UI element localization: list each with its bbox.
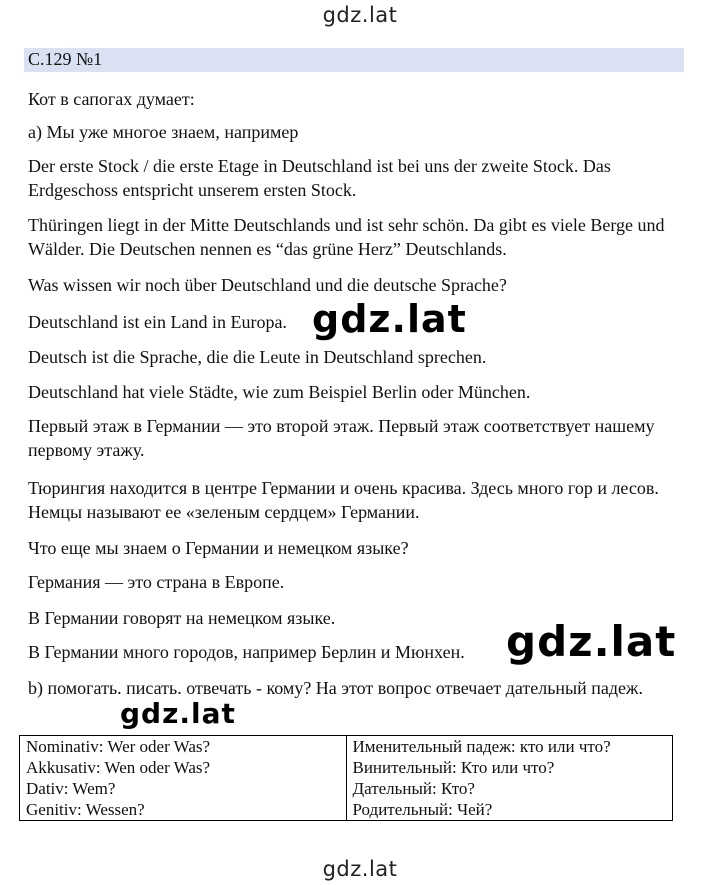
paragraph-ru-goroda: В Германии много городов, например Берлин и Мюнхен. xyxy=(28,642,465,662)
table-row xyxy=(20,778,673,799)
paragraph-de-stock: Der erste Stock / die erste Etage in Deutschland ist bei uns der zweite Stock. Das Erdgeschoss entspricht unserem ersten Stock. xyxy=(28,156,611,200)
paragraph-a-lead: а) Мы уже многое знаем, например xyxy=(28,122,299,142)
table-cell-german: Genitiv: Wessen? xyxy=(20,799,347,821)
table-cell-german: Dativ: Wem? xyxy=(20,778,347,799)
paragraph-ru-etazh: Первый этаж в Германии — это второй этаж. Первый этаж соответствует нашему первому этажу. xyxy=(28,416,655,460)
paragraph-de-sprache: Deutsch ist die Sprache, die die Leute in Deutschland sprechen. xyxy=(28,347,487,367)
paragraph-ru-question: Что еще мы знаем о Германии и немецком языке? xyxy=(28,538,409,558)
table-cell-russian: Родительный: Чей? xyxy=(346,799,673,821)
watermark-overlay-3: gdz.lat xyxy=(120,697,236,730)
watermark-overlay-2: gdz.lat xyxy=(500,621,682,663)
table-cell-russian: Дательный: Кто? xyxy=(346,778,673,799)
paragraph-de-thueringen: Thüringen liegt in der Mitte Deutschlands und ist sehr schön. Da gibt es viele Berge und Wälder. Die Deutschen nennen es “das grüne Herz” Deutschlands. xyxy=(28,215,665,259)
table-cell-german: Akkusativ: Wen oder Was? xyxy=(20,757,347,778)
table-row xyxy=(20,799,673,821)
paragraph-b-dativ: b) помогать. писать. отвечать - кому? На этот вопрос отвечает дательный падеж. xyxy=(28,678,643,698)
cases-table xyxy=(19,735,673,821)
watermark-overlay-1: gdz.lat xyxy=(312,297,467,341)
paragraph-de-staedte: Deutschland hat viele Städte, wie zum Beispiel Berlin oder München. xyxy=(28,382,531,402)
paragraph-ru-yazyk: В Германии говорят на немецком языке. xyxy=(28,608,336,628)
paragraph-intro: Кот в сапогах думает: xyxy=(28,89,195,109)
paragraph-ru-evropa: Германия — это страна в Европе. xyxy=(28,572,285,592)
table-row xyxy=(20,736,673,758)
site-watermark-bottom: gdz.lat xyxy=(322,857,398,881)
page-title: С.129 №1 xyxy=(28,49,103,69)
paragraph-de-europa: Deutschland ist ein Land in Europa. xyxy=(28,312,287,332)
table-cell-russian: Именительный падеж: кто или что? xyxy=(346,736,673,758)
site-watermark-top: gdz.lat xyxy=(322,3,398,27)
paragraph-ru-tyuringiya: Тюрингия находится в центре Германии и очень красива. Здесь много гор и лесов. Немцы называют ее «зеленым сердцем» Германии. xyxy=(28,478,659,522)
table-cell-russian: Винительный: Кто или что? xyxy=(346,757,673,778)
paragraph-de-question: Was wissen wir noch über Deutschland und die deutsche Sprache? xyxy=(28,275,507,295)
page-header-bar xyxy=(24,48,684,72)
table-row xyxy=(20,757,673,778)
table-cell-german: Nominativ: Wer oder Was? xyxy=(20,736,347,758)
